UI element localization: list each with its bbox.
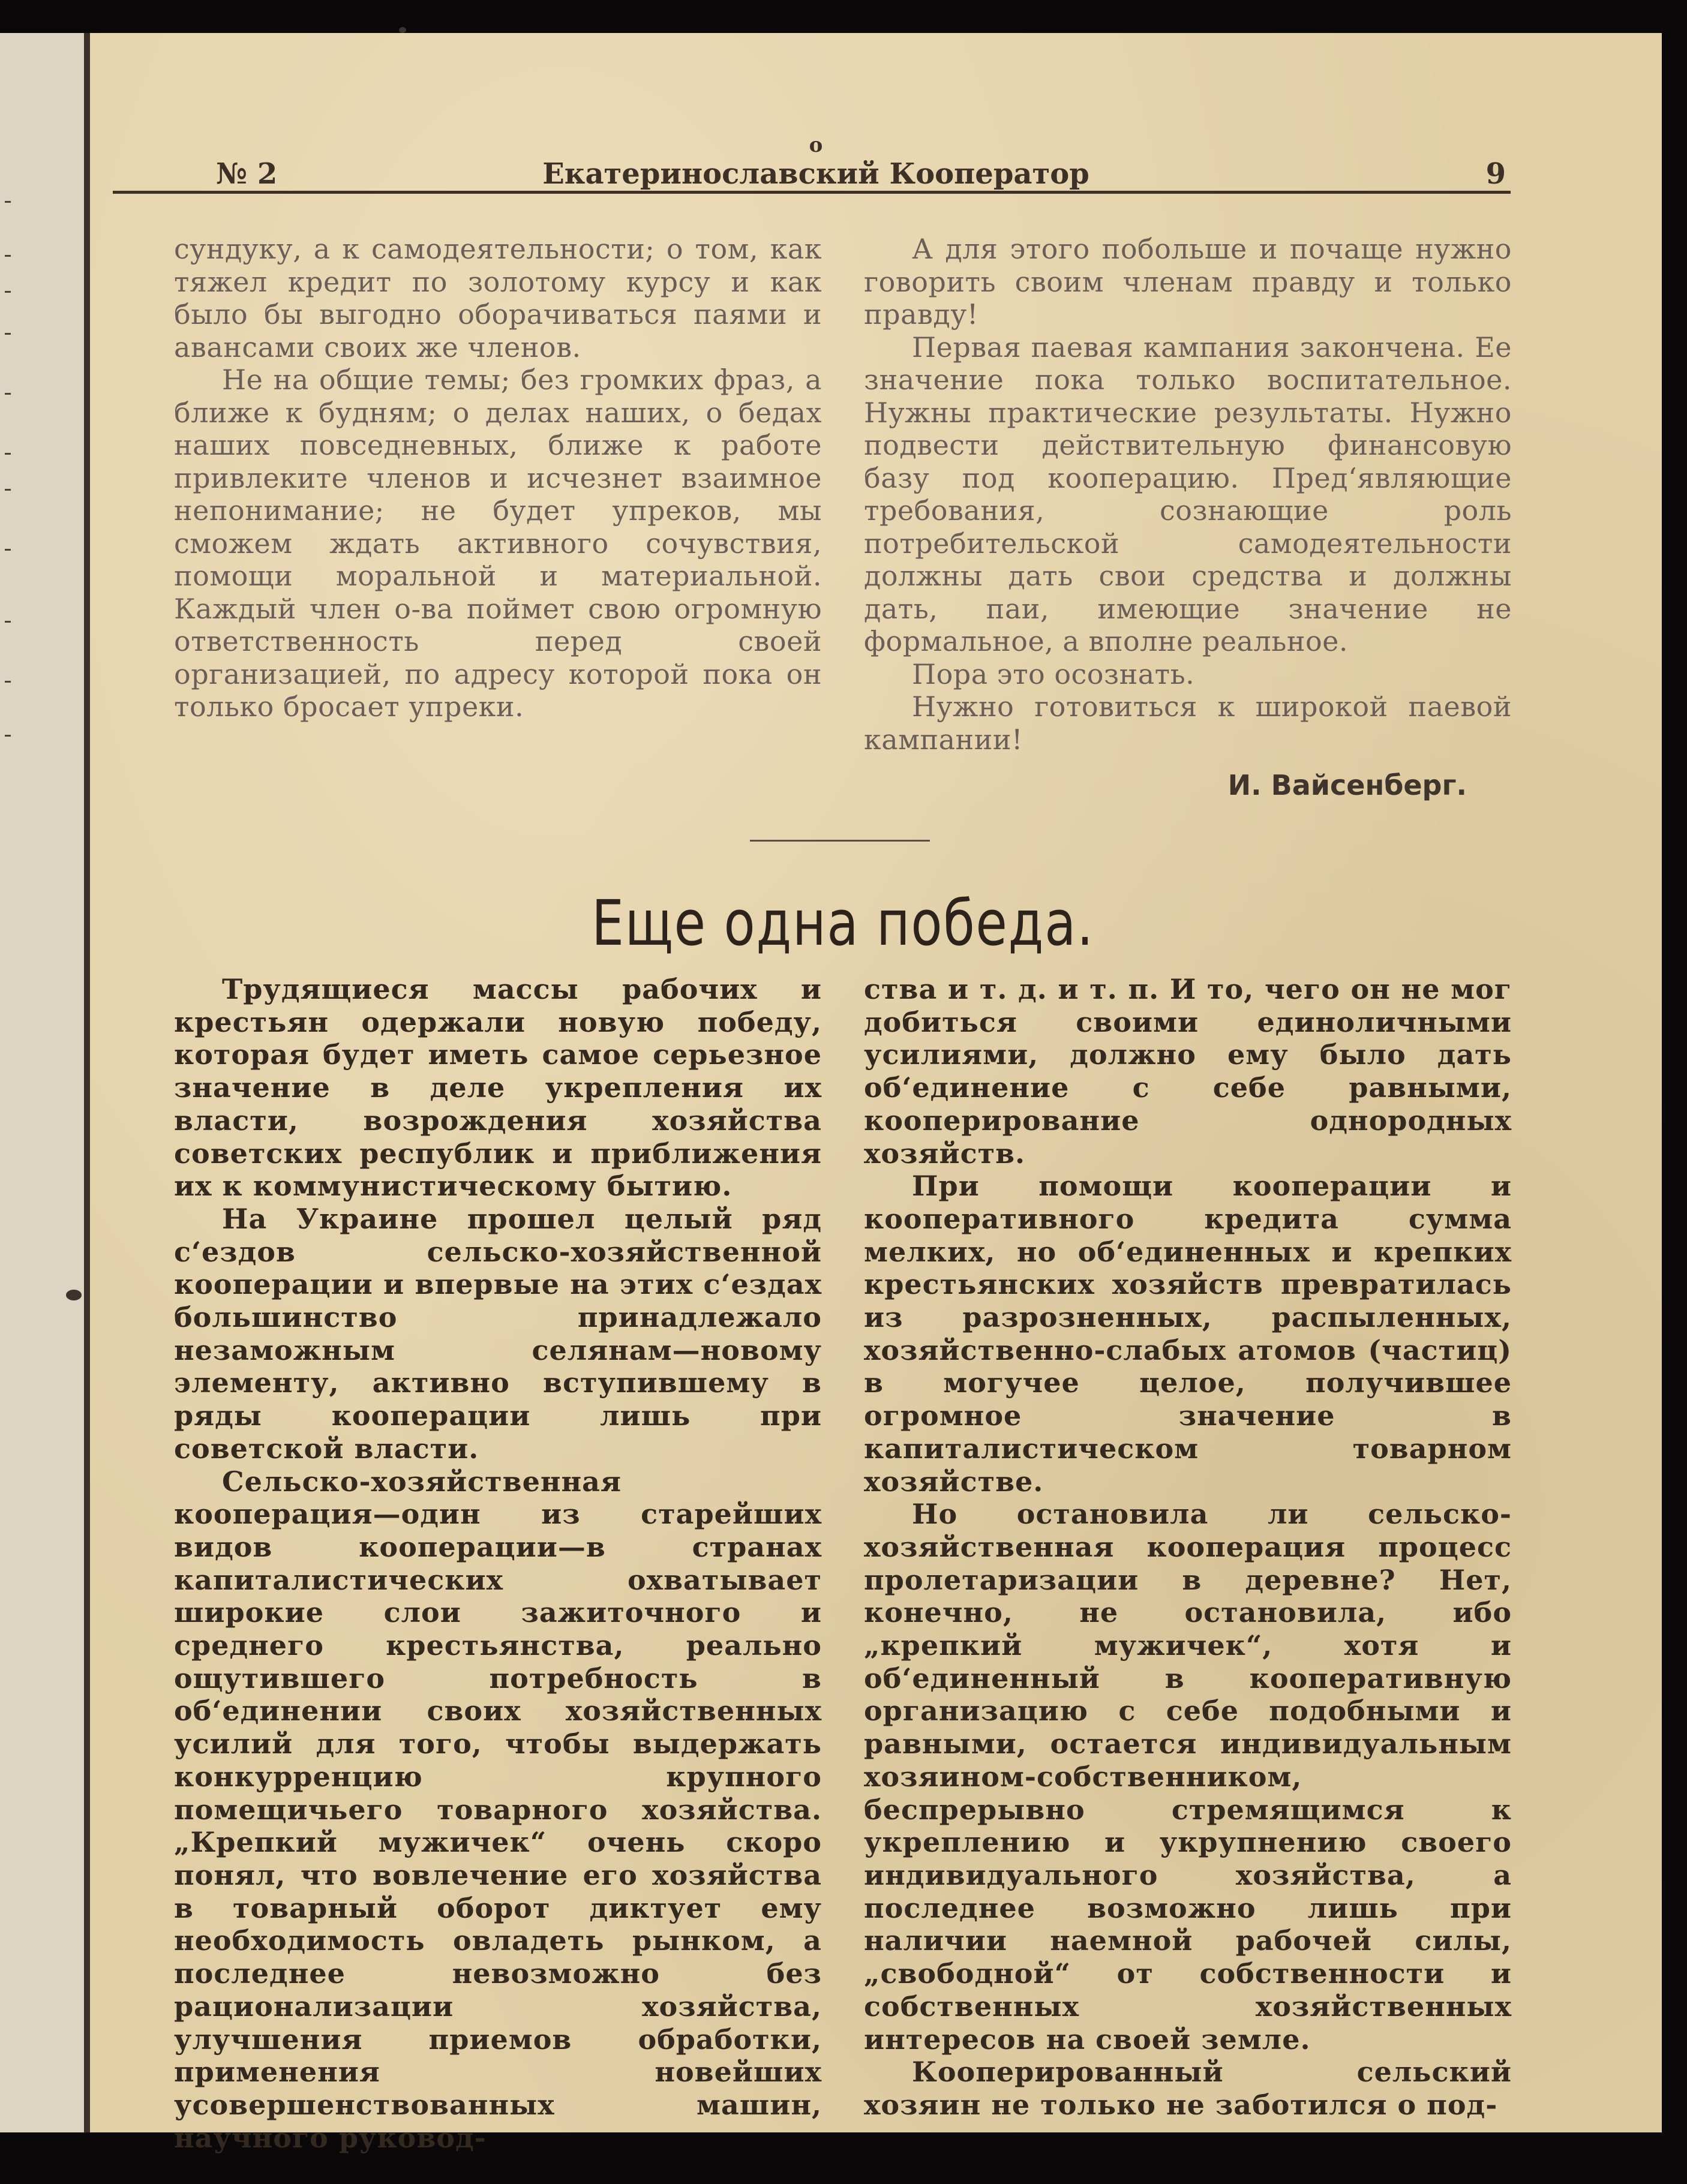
paragraph: Сельско-хозяйственная кооперация—один из старейших видов кооперации—в странах капиталистических охватывает широкие слои зажиточного и среднего крестьянства, реально ощутившего потребность в об‘единении своих хозяйственных усилий для того, чтобы выдержать конкурренцию крупного помещичьего товарного хозяйства. „Крепкий мужичек“ очень скоро понял, что вовлечение его хозяйства в товарный оборот диктует ему необходимость овладеть рынком, а последнее невозможно без рационализации хозяйства, улучшения приемов обработки, применения новейших усовершенствованных машин, научного руковод- <box>174 1465 822 2154</box>
margin-fragment <box>5 621 11 623</box>
margin-fragment <box>5 681 11 683</box>
paragraph: Не на общие темы; без громких фраз, а ближе к будням; о делах наших, о бедах наших повседневных, ближе к работе привлеките членов и исчезнет взаимное непонимание; не будет упреков, мы сможем ждать активного сочувствия, помощи моральной и материальной. Каждый член о-ва поймет свою огромную ответственность перед своей организацией, по адресу которой пока он только бросает упреки. <box>174 364 822 723</box>
paragraph: Но остановила ли сельско-хозяйственная кооперация процесс пролетаризации в деревне? Нет, конечно, не остановила, ибо „крепкий мужичек“, хотя и об‘единенный в кооперативную организацию с себе подобными и равными, остается индивидуальным хозяином-собственником, беспрерывно стремящимся к укреплению и укрупнению своего индивидуального хозяйства, а последнее возможно лишь при наличии наемной рабочей силы, „свободной“ от собственности и собственных хозяйственных интересов на своей земле. <box>864 1498 1512 2056</box>
paragraph: А для этого побольше и почаще нужно говорить своим членам правду и только правду! <box>864 233 1512 331</box>
article-column-2 <box>864 973 1512 2122</box>
paragraph: Пора это осознать. <box>912 657 1195 690</box>
margin-fragment <box>5 549 11 551</box>
page-number: 9 <box>1485 157 1506 191</box>
paragraph: Трудящиеся массы рабочих и крестьян одержали новую победу, которая будет иметь самое серьезное значение в деле укрепления их власти, возрождения хозяйства советских республик и приближения их к коммунистическому бытию. <box>174 973 822 1203</box>
ink-smudge <box>399 27 406 33</box>
margin-fragment <box>5 453 11 455</box>
previous-article-column-2 <box>864 233 1512 756</box>
paragraph: Нужно готовиться к широкой паевой кампании! <box>864 690 1512 756</box>
paragraph: ства и т. д. и т. п. И то, чего он не мог добиться своими единоличными усилиями, должно ему было дать об‘единение с себе равными, кооперирование однородных хозяйств. <box>864 973 1512 1170</box>
margin-fragment <box>5 735 11 737</box>
paragraph: Первая паевая кампания закончена. Ее значение пока только воспитательное. Нужны практические результаты. Нужно подвести действительную финансовую базу под кооперацию. Пред‘являющие требования, сознающие роль потребительской самодеятельности должны дать свои средства и должны дать, паи, имеющие значение не формальное, а вполне реальное. <box>864 331 1512 657</box>
margin-fragment <box>5 291 11 293</box>
article-separator <box>750 840 930 842</box>
margin-fragment <box>5 333 11 335</box>
article-title: Еще одна победа. <box>592 887 1094 960</box>
paragraph: При помощи кооперации и кооперативного кредита сумма мелких, но об‘единенных и крепких крестьянских хозяйств превратилась из разрозненных, распыленных, хозяйственно-слабых атомов (частиц) в могучее целое, получившее огромное значение в капиталистическом товарном хозяйстве. <box>864 1170 1512 1498</box>
issue-number: № 2 <box>216 157 278 191</box>
previous-page-margin <box>0 33 90 2132</box>
paragraph: На Украине прошел целый ряд с‘ездов сельско-хозяйственной кооперации и впервые на этих с‘ездах большинство принадлежало незаможным селянам—новому элементу, активно вступившему в ряды кооперации лишь при советской власти. <box>174 1202 822 1465</box>
journal-title: Екатеринославский Кооператор <box>542 157 1089 191</box>
ink-smudge <box>66 1290 82 1300</box>
article-column-1 <box>174 973 822 2154</box>
paragraph: сундуку, а к самодеятельности; о том, как тяжел кредит по золотому курсу и как было бы выгодно оборачиваться паями и авансами своих же членов. <box>174 233 822 364</box>
previous-article-column-1 <box>174 233 822 723</box>
page-binding <box>84 33 90 2132</box>
margin-fragment <box>5 255 11 257</box>
margin-fragment <box>5 201 11 203</box>
header-rule <box>113 191 1511 194</box>
header-mark: o <box>809 133 823 157</box>
margin-fragment <box>5 489 11 491</box>
margin-fragment <box>5 393 11 395</box>
author-signature: И. Вайсенберг. <box>1227 769 1467 801</box>
paragraph: Кооперированный сельский хозяин не только не заботился о под- <box>864 2056 1512 2121</box>
